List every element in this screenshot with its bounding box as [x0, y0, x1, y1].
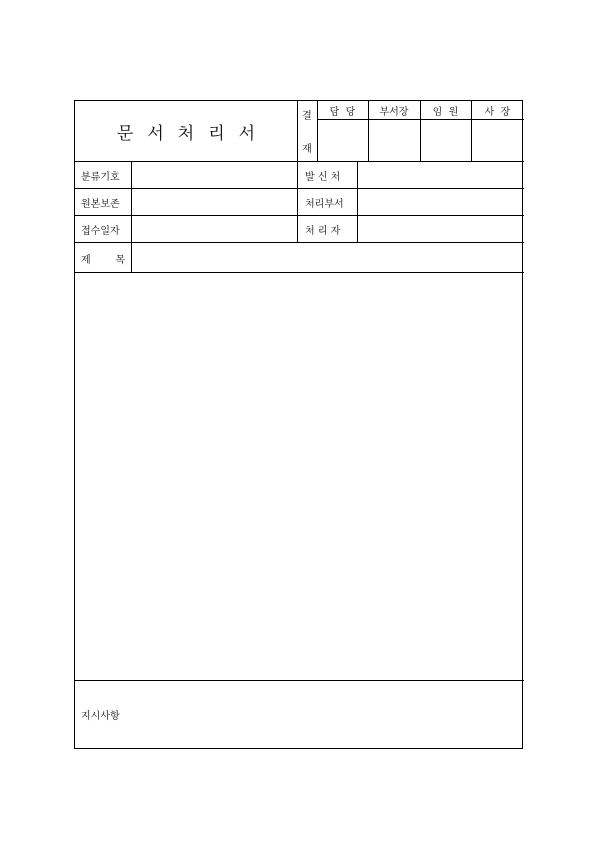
line-v-title-right: [297, 101, 298, 243]
original-storage-label: 원본보존: [81, 199, 120, 210]
line-h-row4: [75, 242, 524, 243]
title-char-2: 서: [147, 123, 164, 144]
approval-sign-president[interactable]: [471, 119, 524, 161]
line-h-row2: [75, 188, 524, 189]
handling-dept-label: 처리부서: [305, 199, 344, 210]
classification-code-field[interactable]: [132, 161, 297, 189]
instructions-field[interactable]: [145, 681, 523, 749]
line-v-approval-col3: [471, 101, 472, 161]
sender-field[interactable]: [358, 161, 524, 189]
subject-label-right: 목: [115, 254, 125, 266]
title-char-1: 문: [116, 123, 134, 144]
approval-header-dept-head: 부서장: [379, 106, 409, 118]
instructions-label: 지시사항: [81, 710, 120, 722]
line-h-row5: [75, 272, 524, 273]
approval-header-executive: 임 원: [432, 106, 459, 118]
classification-code-label: 분류기호: [81, 171, 120, 183]
subject-field[interactable]: [132, 243, 524, 273]
body-area[interactable]: [75, 273, 524, 680]
approval-label-bottom: 재: [302, 144, 312, 155]
subject-label: [81, 243, 125, 273]
approval-header-president: 사 장: [484, 106, 511, 118]
line-h-row3: [75, 215, 524, 216]
title-char-4: 리: [208, 123, 225, 144]
line-h-instructions: [75, 680, 524, 681]
form-title: [75, 101, 297, 161]
approval-sign-dept-head[interactable]: [368, 119, 420, 161]
line-v-right-labels: [357, 161, 358, 243]
title-char-5: 서: [238, 123, 256, 144]
line-v-approval-col1: [368, 101, 369, 161]
sender-label: 발 신 처: [305, 171, 341, 183]
approval-label: [297, 107, 317, 155]
line-v-approval-col2: [420, 101, 421, 161]
handling-dept-field[interactable]: [358, 189, 524, 216]
line-v-approval-label: [317, 101, 318, 161]
receipt-date-label: 접수일자: [81, 226, 120, 237]
line-h-row1: [75, 161, 524, 162]
approval-sign-staff[interactable]: [317, 119, 368, 161]
line-v-left-labels: [131, 161, 132, 273]
approval-sign-executive[interactable]: [420, 119, 471, 161]
handler-field[interactable]: [358, 216, 524, 243]
receipt-date-field[interactable]: [132, 216, 297, 243]
subject-label-left: 제: [81, 254, 91, 266]
approval-label-top: 결: [302, 111, 312, 122]
document-processing-form: [74, 100, 523, 749]
approval-header-staff: 담 당: [329, 106, 356, 118]
handler-label: 처 리 자: [305, 226, 341, 237]
title-char-3: 처: [177, 123, 195, 144]
original-storage-field[interactable]: [132, 189, 297, 216]
